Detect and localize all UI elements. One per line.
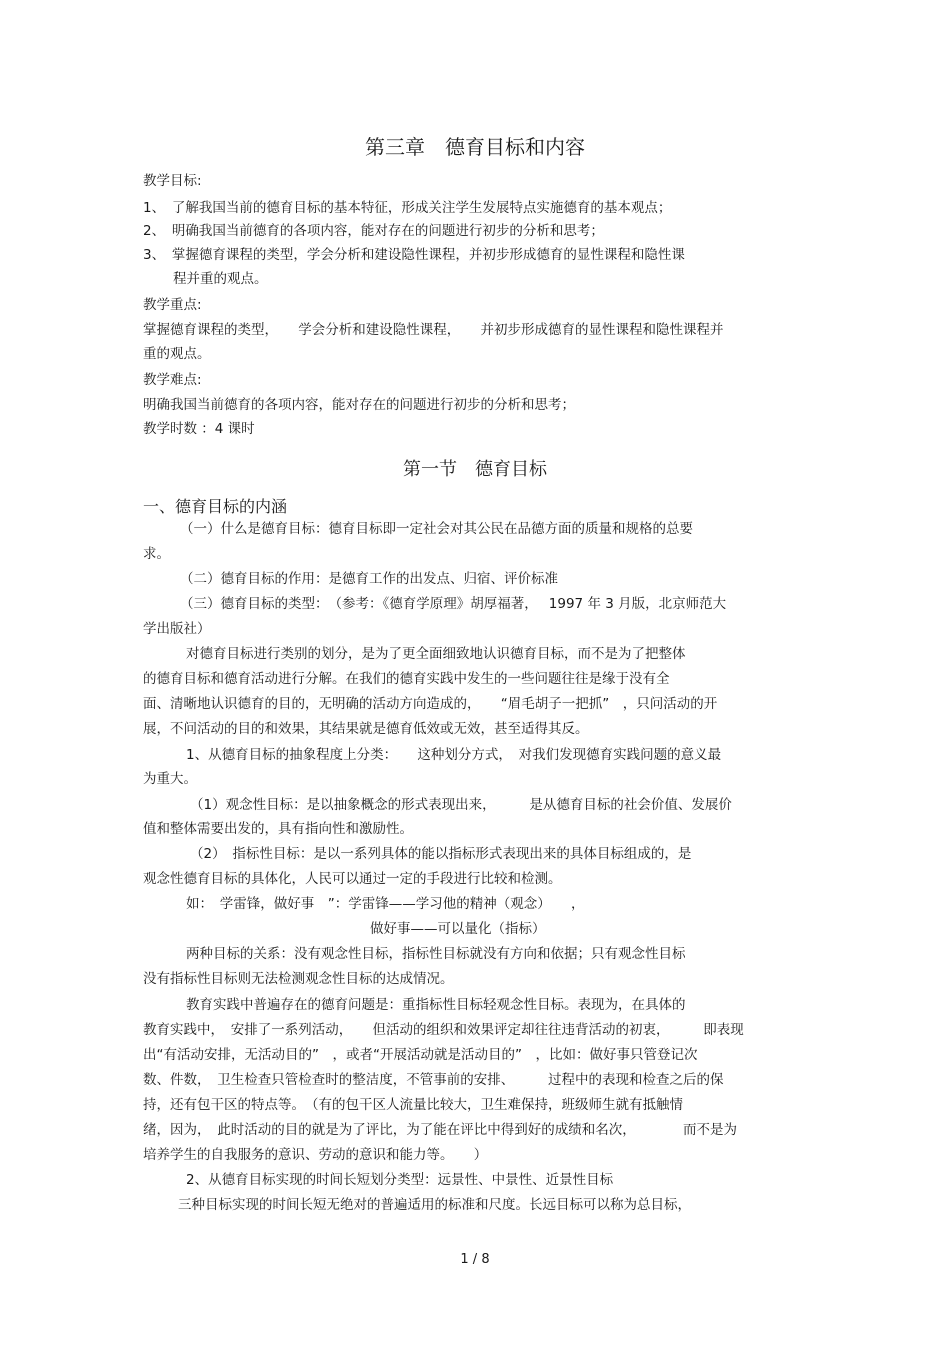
difficulties-label: 教学难点: xyxy=(143,372,202,388)
body-line: （1）观念性目标：是以抽象概念的形式表现出来， 是从德育目标的社会价值、发展价 xyxy=(190,797,732,813)
key-points-line: 重的观点。 xyxy=(143,346,211,362)
body-line: 两种目标的关系：没有观念性目标，指标性目标就没有方向和依据；只有观念性目标 xyxy=(186,946,686,962)
body-line: 三种目标实现的时间长短无绝对的普遍适用的标准和尺度。长远目标可以称为总目标， xyxy=(178,1197,691,1213)
body-line: （二）德育目标的作用：是德育工作的出发点、归宿、评价标准 xyxy=(180,571,558,587)
teaching-hours: 教学时数 ：4 课时 xyxy=(143,421,255,437)
page-number: 1 / 8 xyxy=(460,1252,490,1267)
body-line: 数、件数， 卫生检查只管检查时的整洁度，不管事前的安排、 过程中的表现和检查之后的保 xyxy=(143,1072,724,1088)
body-line: 求。 xyxy=(143,546,170,562)
body-line: 观念性德育目标的具体化，人民可以通过一定的手段进行比较和检测。 xyxy=(143,871,562,887)
objective-item-continued: 程并重的观点。 xyxy=(173,271,268,287)
key-points-line: 掌握德育课程的类型， 学会分析和建设隐性课程， 并初步形成德育的显性课程和隐性课程并 xyxy=(143,322,724,338)
body-line: 学出版社） xyxy=(143,621,211,637)
body-line: 1、从德育目标的抽象程度上分类： 这种划分方式， 对我们发现德育实践问题的意义最 xyxy=(186,747,722,763)
body-line: 对德育目标进行类别的划分，是为了更全面细致地认识德育目标，而不是为了把整体 xyxy=(186,646,686,662)
body-line: 的德育目标和德育活动进行分解。在我们的德育实践中发生的一些问题往往是缘于没有全 xyxy=(143,671,670,687)
body-line: （三）德育目标的类型： （参考：《德育学原理》胡厚福著， 1997 年 3 月版，北京师范大 xyxy=(180,596,727,612)
body-line: 2、从德育目标实现的时间长短划分类型：远景性、中景性、近景性目标 xyxy=(186,1172,614,1188)
key-points-label: 教学重点: xyxy=(143,297,202,313)
body-line: 培养学生的自我服务的意识、劳动的意识和能力等。 ） xyxy=(143,1147,488,1163)
body-line: （2） 指标性目标：是以一系列具体的能以指标形式表现出来的具体目标组成的，是 xyxy=(190,846,692,862)
body-line: 教育实践中普遍存在的德育问题是：重指标性目标轻观念性目标。表现为，在具体的 xyxy=(186,997,686,1013)
body-line: 教育实践中， 安排了一系列活动， 但活动的组织和效果评定却往往违背活动的初衷， 即表现 xyxy=(143,1022,744,1038)
objective-item: 2、 明确我国当前德育的各项内容，能对存在的问题进行初步的分析和思考； xyxy=(143,223,604,239)
body-line: 如： 学雷锋，做好事 ”：学雷锋——学习他的精神（观念） ， xyxy=(186,896,585,912)
objectives-label: 教学目标: xyxy=(143,173,202,189)
body-line: 面、清晰地认识德育的目的，无明确的活动方向造成的， “眉毛胡子一把抓” ，只问活动的开 xyxy=(143,696,718,712)
body-line: 做好事——可以量化（指标） xyxy=(370,921,546,937)
body-line: 绪，因为， 此时活动的目的就是为了评比，为了能在评比中得到好的成绩和名次， 而不是为 xyxy=(143,1122,737,1138)
chapter-title: 第三章 德育目标和内容 xyxy=(365,135,585,159)
body-line: 展，不问活动的目的和效果，其结果就是德育低效或无效，甚至适得其反。 xyxy=(143,721,589,737)
subsection-title: 一、德育目标的内涵 xyxy=(143,497,288,516)
body-line: 持，还有包干区的特点等。 （有的包干区人流量比较大，卫生难保持，班级师生就有抵触情 xyxy=(143,1097,683,1113)
body-line: （一）什么是德育目标：德育目标即一定社会对其公民在品德方面的质量和规格的总要 xyxy=(180,521,693,537)
body-line: 没有指标性目标则无法检测观念性目标的达成情况。 xyxy=(143,971,454,987)
body-line: 为重大。 xyxy=(143,771,197,787)
section-title: 第一节 德育目标 xyxy=(403,459,547,480)
body-line: 值和整体需要出发的，具有指向性和激励性。 xyxy=(143,821,413,837)
body-line: 出“有活动安排，无活动目的” ，或者“开展活动就是活动目的” ，比如：做好事只管登记次 xyxy=(143,1047,698,1063)
objective-item: 3、 掌握德育课程的类型，学会分析和建设隐性课程，并初步形成德育的显性课程和隐性课 xyxy=(143,247,685,263)
objective-item: 1、 了解我国当前的德育目标的基本特征，形成关注学生发展特点实施德育的基本观点； xyxy=(143,200,672,216)
difficulties-text: 明确我国当前德育的各项内容，能对存在的问题进行初步的分析和思考； xyxy=(143,397,575,413)
